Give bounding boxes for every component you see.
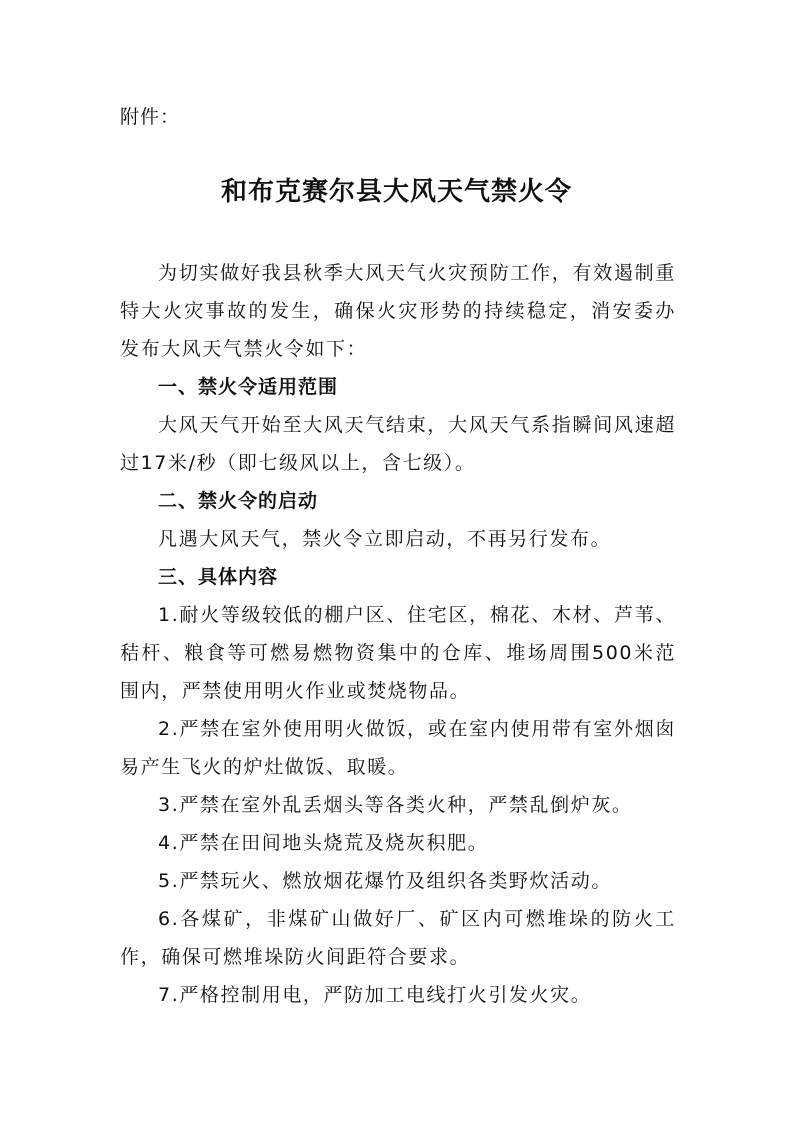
content-item-1: 1.耐火等级较低的棚户区、住宅区，棉花、木材、芦苇、秸杆、粮食等可燃易燃物资集中的仓库、堆场周围500米范围内，严禁使用明火作业或焚烧物品。	[120, 604, 676, 702]
attachment-label: 附件：	[120, 106, 181, 128]
document-body	[120, 254, 676, 1014]
content-item-7: 7.严格控制用电，严防加工电线打火引发火灾。	[158, 984, 592, 1006]
activation-paragraph: 凡遇大风天气，禁火令立即启动，不再另行发布。	[158, 528, 612, 550]
content-item-4: 4.严禁在田间地头烧荒及烧灰积肥。	[158, 832, 489, 854]
section-heading-scope: 一、禁火令适用范围	[158, 376, 339, 398]
content-item-6: 6.各煤矿，非煤矿山做好厂、矿区内可燃堆垛的防火工作，确保可燃堆垛防火间距符合要求。	[120, 908, 676, 968]
content-item-2: 2.严禁在室外使用明火做饭，或在室内使用带有室外烟囱易产生飞火的炉灶做饭、取暖。	[120, 718, 676, 778]
content-item-3: 3.严禁在室外乱丢烟头等各类火种，严禁乱倒炉灰。	[158, 794, 633, 816]
intro-paragraph: 为切实做好我县秋季大风天气火灾预防工作，有效遏制重特大火灾事故的发生，确保火灾形势的持续稳定，消安委办发布大风天气禁火令如下：	[120, 262, 676, 360]
section-heading-activation: 二、禁火令的启动	[158, 490, 319, 512]
document-title: 和布克赛尔县大风天气禁火令	[220, 177, 572, 207]
section-heading-content: 三、具体内容	[158, 566, 279, 588]
scope-paragraph: 大风天气开始至大风天气结束，大风天气系指瞬间风速超过17米/秒（即七级风以上，含七级）。	[120, 414, 676, 474]
content-item-5: 5.严禁玩火、燃放烟花爆竹及组织各类野炊活动。	[158, 870, 612, 892]
